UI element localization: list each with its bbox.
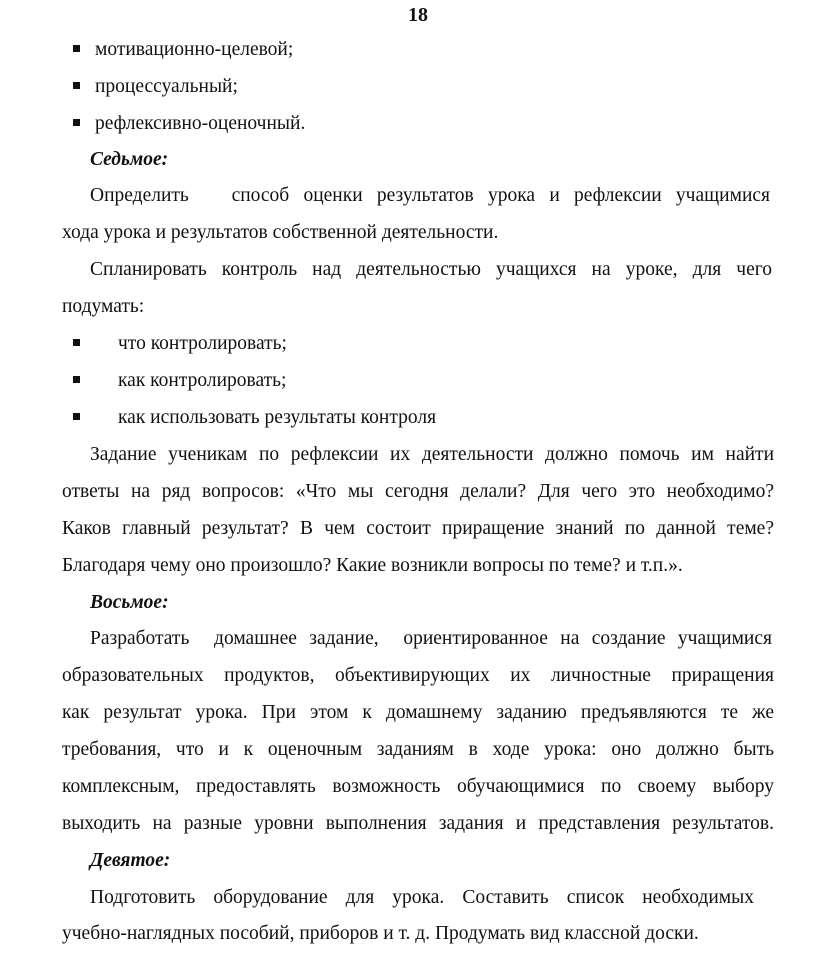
list-item: что контролировать; [118, 333, 287, 354]
paragraph-line: Определить способ оценки результатов урока и рефлексии учащимися [90, 185, 770, 206]
bullet-marker [73, 339, 80, 346]
bullet-marker [73, 82, 80, 89]
paragraph-line: Благодаря чему оно произошло? Какие возникли вопросы по теме? и т.п.». [62, 555, 683, 576]
list-item: мотивационно-целевой; [95, 39, 294, 60]
section-heading: Девятое: [90, 850, 171, 871]
list-item: процессуальный; [95, 76, 238, 97]
list-item: как использовать результаты контроля [118, 407, 437, 428]
paragraph-line: учебно-наглядных пособий, приборов и т. д. Продумать вид классной доски. [62, 923, 699, 944]
bullet-marker [73, 376, 80, 383]
bullet-marker [73, 119, 80, 126]
paragraph-line: хода урока и результатов собственной деятельности. [62, 222, 499, 243]
section-heading: Восьмое: [90, 592, 169, 613]
paragraph-line: Задание ученикам по рефлексии их деятельности должно помочь им найти [90, 444, 774, 465]
list-item: как контролировать; [118, 370, 287, 391]
section-heading: Седьмое: [90, 149, 169, 170]
paragraph-line: выходить на разные уровни выполнения задания и представления результатов. [62, 813, 774, 834]
paragraph-line: образовательных продуктов, объективирующих их личностные приращения [62, 665, 774, 686]
paragraph-line: ответы на ряд вопросов: «Что мы сегодня делали? Для чего это необходимо? [62, 481, 774, 502]
paragraph-line: требования, что и к оценочным заданиям в ходе урока: оно должно быть [62, 739, 774, 760]
paragraph-line: Разработать домашнее задание, ориентированное на создание учащимися [90, 628, 772, 649]
list-item: рефлексивно-оценочный. [95, 113, 306, 134]
paragraph-line: как результат урока. При этом к домашнему заданию предъявляются те же [62, 702, 774, 723]
paragraph-line: комплексным, предоставлять возможность обучающимися по своему выбору [62, 776, 774, 797]
bullet-marker [73, 45, 80, 52]
paragraph-line: Каков главный результат? В чем состоит приращение знаний по данной теме? [62, 518, 774, 539]
paragraph-line: Подготовить оборудование для урока. Составить список необходимых [90, 887, 754, 908]
paragraph-line: подумать: [62, 296, 145, 317]
paragraph-line: Спланировать контроль над деятельностью учащихся на уроке, для чего [90, 259, 772, 280]
bullet-marker [73, 413, 80, 420]
page-number: 18 [408, 4, 428, 26]
